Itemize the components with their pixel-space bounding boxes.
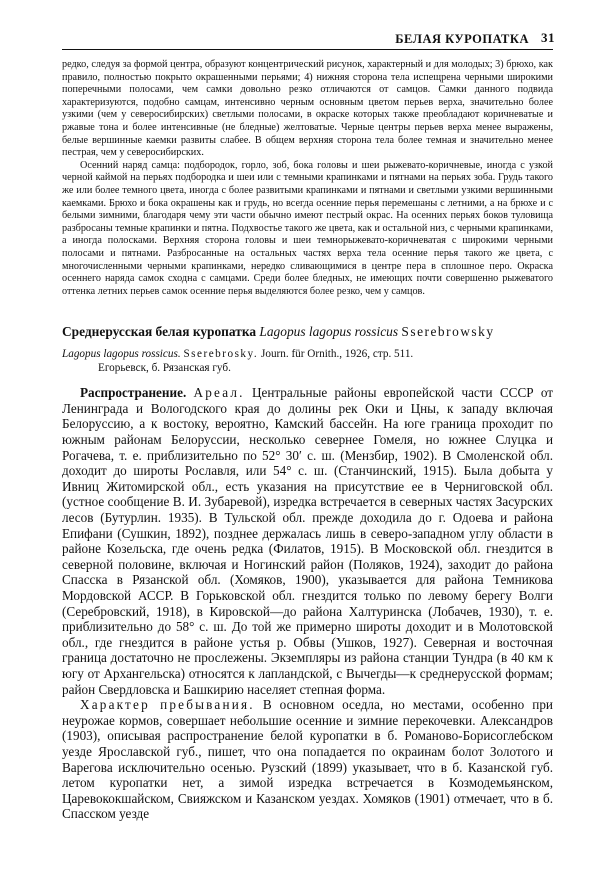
distribution-text: Центральные районы европейской части СССР от Ленинграда и Вологодского края до долины рек Оки и Цны, к западу включая Белоруссию, а к востоку, вероятно, Камский бассейн. На юге граница проходит по южным районам Белоруссии, несколько севернее Гомеля, но южнее Слуцка и Рогачева, т. е. приблизительно по 52° 30′ с. ш. (Мензбир, 1902). В Смоленской обл. доходит до широты Рославля, или 54° с. ш. (Станчинский, 1915). Была добыта у Ивниц Житомирской обл., есть указания на присутствие ее в Черниговской обл. (устное сообщение В. И. Зубаревой), изредка встречается в северных частях Засурских лесов (Бутурлин. 1935). В Тульской обл. прежде доходила до г. Одоева и района Епифани (Сушкин, 1892), позднее держалась лишь в северо-западном углу области в районе Козельска, где очень редка (Филатов, 1915). В Московской обл. гнездится в северной половине, включая и Ногинский район (Поляков, 1924), заходит до района Спасска в Рязанской обл. (Хомяков, 1900), указывается для района Темникова Мордовской АССР. В Горьковской обл. гнездится только по левому берегу Волги (Серебровский, 1918), в Кировской—до района Халтуринска (Лобачев, 1930), т. е. приблизительно до 58° с. ш. До той же примерно широты доходит и в Молотовской обл., где гнездится в районе устья р. Обвы (Ушков, 1927). Северная и восточная граница достаточно не прослежены. Экземпляры из района станции Тундра (в 40 км к югу от Архангельска) относятся к лапландской, с Вычегды—к среднерусской формам; район Свердловска и Башкирию населяет степная форма. <box>62 385 553 697</box>
running-head <box>62 30 553 46</box>
main-text <box>62 385 553 822</box>
distribution-heading: Распространение. <box>80 385 187 401</box>
distribution-paragraph <box>62 385 553 697</box>
area-label: Ареал. <box>193 385 245 401</box>
synonymy-locality: Егорьевск, б. Рязанская губ. <box>98 361 231 374</box>
stay-paragraph <box>62 697 553 822</box>
subspecies-author: Sserebrowsky <box>401 324 495 340</box>
synonymy-reference <box>62 348 553 375</box>
small-paragraph-autumn-plumage: Осенний наряд самца: подбородок, горло, зоб, бока головы и шеи рыжевато-коричневые, иногда с узкой черной каймой на перьях подбородка и шеи или с темными крапинками и пятнами на перьях зоба. Грудь такого же или более темного цвета, иногда с более развитыми крапинками и пятнами и светлыми узкими вершинными каемками. Брюхо и бока окрашены как и грудь, но всегда осенние перья перемешаны с летними, а на брюхе и с белыми зимними, благодаря чему эти части обычно имеют пестрый окрас. На осенних перьях боков туловища разбросаны темные крапинки и пятна. Подхвостье такого же цвета, как и остальной низ, с черными крапинками, а иногда полосками. Верхняя сторона головы и шеи темнорыжевато-коричневатая с широкими черными полосами и пятнами. Разбросанные на остальных частях верха тела осенние перья такого же цвета, с многочисленными черными крапинками, нередко сливающимися в центре пера в сплошное перо. Окраска осеннего наряда самок сходна с самцами. Среди более бледных, не имеющих почти совершенно рыжеватого оттенка летних перьев самок осенние перья выделяются более резко, чем у самцов. <box>62 159 554 297</box>
book-page <box>62 30 553 822</box>
page-number: 31 <box>541 30 555 45</box>
subspecies-heading <box>62 324 553 340</box>
synonymy-author: Sserebrosky. <box>183 348 259 361</box>
subspecies-title: Среднерусская белая куропатка <box>62 324 257 340</box>
small-paragraph-continued: редко, следуя за формой центра, образуют концентрический рисунок, характерный и для молодых; 3) брюхо, как правило, полностью покрыто окрашенными перьями; 4) нижняя сторона тела испещрена черными широкими поперечными полосами, чем самки довольно резко отличаются от самцов. Самки данного подвида характеризуются, подобно самцам, интенсивно черным основным цветом перьев верха, значительно более узкими (чем у североcибирских) светлыми полосами, в окраске которых также преобладают коричневатые и ржавые тона и более интенсивные (не бледные) желтоватые. Черные центры перьев верха менее выражены, белые вершинные каемки развиты слабее. В общем верхняя сторона тела более темная и значительно менее пестрая, чем у североcибирских. <box>62 59 553 159</box>
stay-text: В основном оседла, но местами, особенно при неурожае кормов, совершает небольшие осенние и зимние перекочевки. Александров (1903), описывая распространение белой куропатки в б. Романово-Борисоглебском уезде Ярославской губ., пишет, что она попадается по окраинам болот Золотого и Варегова исключительно осенью. Рузский (1899) указывает, что в б. Казанской губ. летом куропатки нет, а зимой изредка встречается в Козмодемьянском, Царевококшайском, Свияжском и Казанском уездах. Хомяков (1901) отмечает, что в б. Спасском уезде <box>62 697 553 822</box>
running-title: БЕЛАЯ КУРОПАТКА <box>395 32 529 46</box>
header-rule <box>62 49 553 50</box>
synonymy-latin-name: Lagopus lagopus rossicus. <box>62 348 181 361</box>
subspecies-latin-name: Lagopus lagopus rossicus <box>259 324 399 340</box>
small-print-block <box>62 59 553 298</box>
stay-label: Характер пребывания. <box>80 697 255 713</box>
synonymy-citation: Journ. für Ornith., 1926, стр. 511. <box>261 348 414 361</box>
